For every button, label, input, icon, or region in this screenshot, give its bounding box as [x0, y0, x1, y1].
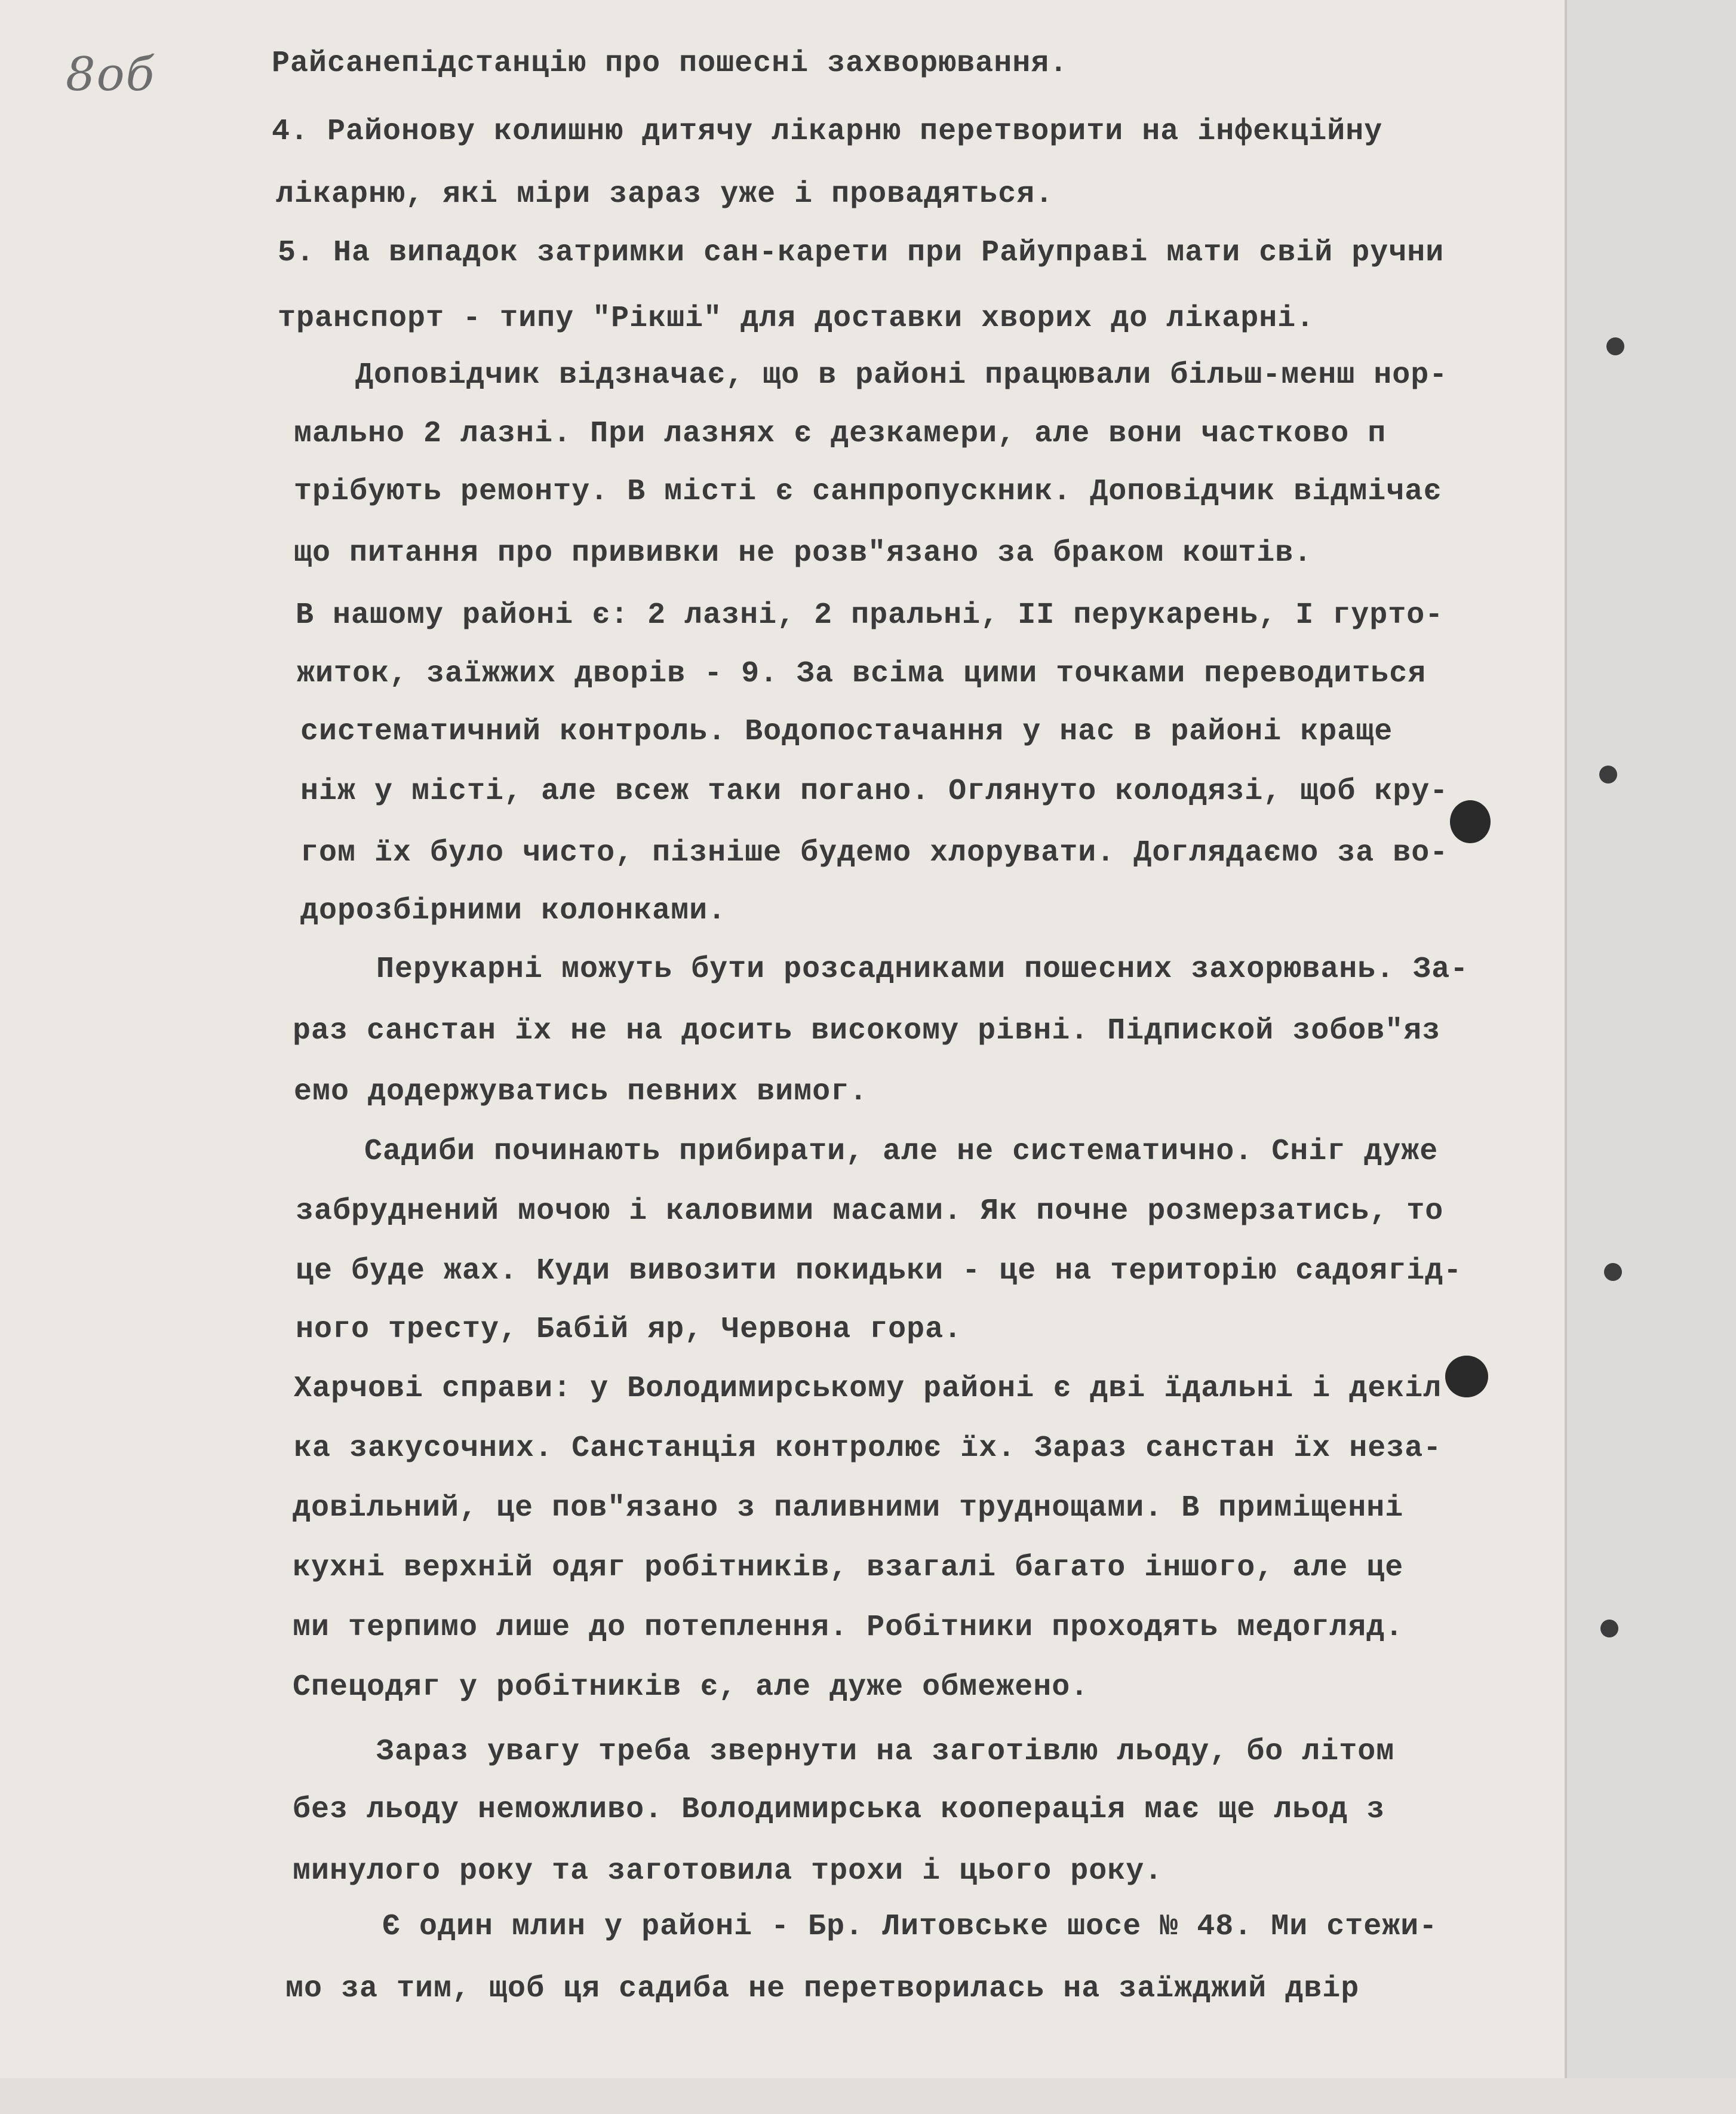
- page-bottom-edge: [0, 2078, 1736, 2114]
- text-line: трібують ремонту. В місті є санпропускник. Доповідчик відмічає: [294, 475, 1442, 509]
- text-line: Харчові справи: у Володимирському районі є дві їдальні і декіл: [294, 1372, 1442, 1406]
- text-line: систематичний контроль. Водопостачання у нас в районі краще: [300, 715, 1393, 749]
- text-line: 4. Районову колишню дитячу лікарню перетворити на інфекційну: [272, 115, 1383, 149]
- text-line: Спецодяг у робітників є, але дуже обмежено.: [293, 1670, 1089, 1704]
- text-line: ніж у місті, але всеж таки погано. Оглянуто колодязі, щоб кру-: [300, 775, 1449, 809]
- text-line: мо за тим, щоб ця садиба не перетворилась на заїжджий двір: [285, 1972, 1360, 2006]
- text-line: це буде жах. Куди вивозити покидьки - це на територію садоягід-: [296, 1254, 1462, 1288]
- text-line: мально 2 лазні. При лазнях є дезкамери, але вони частково п: [294, 417, 1387, 451]
- text-line: транспорт - типу "Рікші" для доставки хворих до лікарні.: [278, 302, 1315, 336]
- page-edge-strip: [1565, 0, 1736, 2114]
- text-line: що питання про прививки не розв"язано за браком коштів.: [294, 536, 1313, 570]
- text-line: емо додержуватись певних вимог.: [294, 1075, 868, 1109]
- punch-hole: [1604, 1263, 1622, 1281]
- text-line: 5. На випадок затримки сан-карети при Райуправі мати свій ручни: [278, 236, 1445, 270]
- text-line: лікарню, які міри зараз уже і провадяться.: [276, 177, 1054, 211]
- handwritten-page-number: 8об: [66, 48, 156, 102]
- ink-blot: [1445, 1356, 1488, 1397]
- text-line: раз санстан їх не на досить високому рівні. Підпиской зобов"яз: [293, 1014, 1441, 1048]
- text-line: гом їх було чисто, пізніше будемо хлорувати. Доглядаємо за во-: [300, 836, 1449, 870]
- text-line: Перукарні можуть бути розсадниками пошесних захорювань. За-: [376, 952, 1469, 987]
- text-line: ми терпимо лише до потеплення. Робітники проходять медогляд.: [293, 1611, 1404, 1645]
- text-line: минулого року та заготовила трохи і цього року.: [293, 1854, 1163, 1888]
- text-line: Є один млин у районі - Бр. Литовське шосе № 48. Ми стежи-: [382, 1910, 1438, 1944]
- text-line: ного тресту, Бабій яр, Червона гора.: [296, 1313, 963, 1347]
- text-line: забруднений мочою і каловими масами. Як почне розмерзатись, то: [296, 1194, 1444, 1228]
- text-line: Доповідчик відзначає, що в районі працювали більш-менш нор-: [355, 358, 1448, 392]
- text-line: довільний, це пов"язано з паливними труднощами. В приміщенні: [293, 1491, 1404, 1525]
- text-line: Зараз увагу треба звернути на заготівлю льоду, бо літом: [376, 1735, 1395, 1769]
- text-line: дорозбірними колонками.: [300, 894, 727, 928]
- text-line: кухні верхній одяг робітників, взагалі багато іншого, але це: [293, 1551, 1404, 1585]
- text-line: В нашому районі є: 2 лазні, 2 пральні, ІІ перукарень, І гурто-: [296, 598, 1444, 632]
- text-line: без льоду неможливо. Володимирська кооперація має ще льод з: [293, 1793, 1385, 1827]
- punch-hole: [1599, 766, 1617, 783]
- text-line: житок, заїжжих дворів - 9. За всіма цими точками переводиться: [297, 657, 1427, 691]
- text-line: Райсанепідстанцію про пошесні захворювання.: [272, 47, 1068, 81]
- punch-hole: [1600, 1620, 1618, 1637]
- punch-hole: [1606, 337, 1624, 355]
- text-line: ка закусочних. Санстанція контролює їх. Зараз санстан їх неза-: [294, 1431, 1442, 1465]
- ink-blot: [1450, 800, 1491, 843]
- text-line: Садиби починають прибирати, але не систематично. Сніг дуже: [364, 1135, 1439, 1169]
